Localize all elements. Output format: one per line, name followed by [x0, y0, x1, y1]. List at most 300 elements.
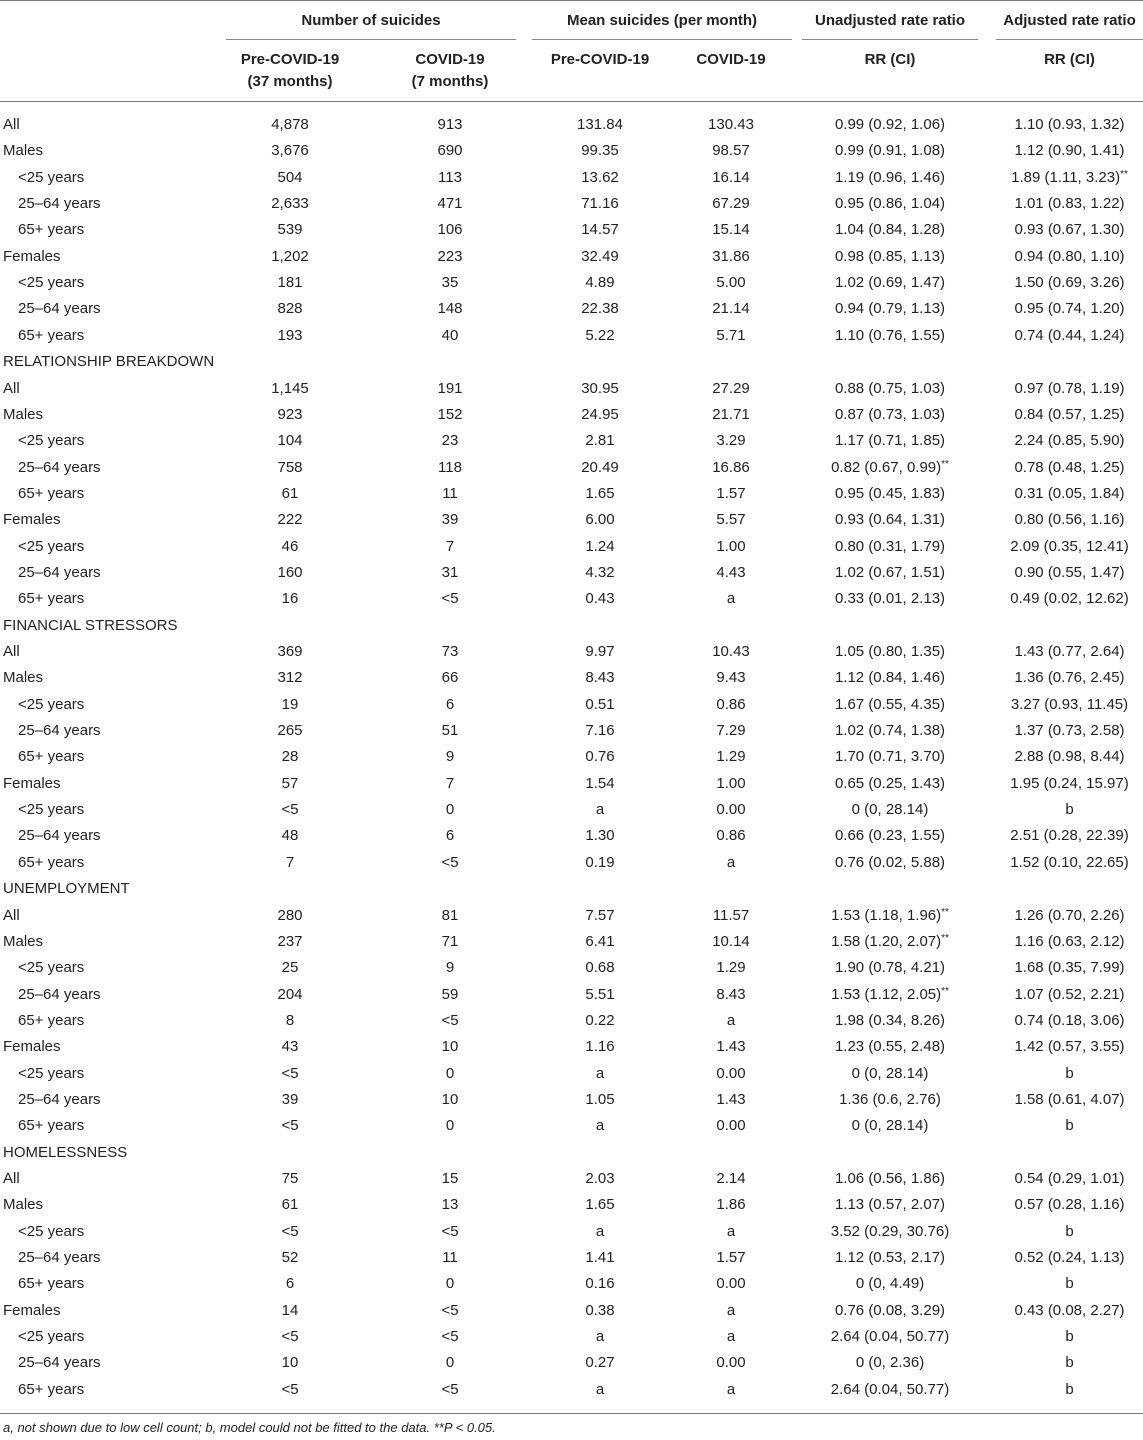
cell-covid-mean-value: 1.86	[716, 1196, 746, 1214]
cell-adjusted-rr-value: 2.24 (0.85, 5.90)	[1014, 432, 1125, 450]
cell-unadjusted-rr	[802, 955, 978, 981]
row-label: <25 years	[18, 801, 85, 819]
cell-covid-count-value: <5	[441, 1011, 459, 1029]
cell-pre-covid-count	[230, 1061, 350, 1087]
table-row	[0, 428, 1143, 454]
table-row	[0, 955, 1143, 981]
cell-pre-covid-count-value: 222	[277, 511, 303, 529]
cell-pre-covid-mean	[540, 270, 660, 296]
cell-unadjusted-rr-value: 2.64 (0.04, 50.77)	[830, 1328, 950, 1346]
cell-covid-count	[390, 771, 510, 797]
cell-adjusted-rr-value: b	[1065, 1064, 1074, 1082]
table-row	[0, 771, 1143, 797]
cell-pre-covid-mean	[540, 507, 660, 533]
cell-covid-count	[390, 296, 510, 322]
cell-pre-covid-mean	[540, 1034, 660, 1060]
cell-pre-covid-count-value: 46	[281, 537, 299, 555]
cell-covid-mean-value: 1.43	[716, 1090, 746, 1108]
cell-pre-covid-count	[230, 797, 350, 823]
cell-pre-covid-count	[230, 165, 350, 191]
cell-covid-mean-value: 98.57	[712, 142, 750, 160]
row-label: Males	[3, 405, 44, 423]
cell-covid-mean	[671, 639, 791, 665]
cell-covid-count	[390, 1192, 510, 1218]
header-rule	[0, 101, 1143, 102]
cell-unadjusted-rr-value: 1.67 (0.55, 4.35)	[834, 695, 946, 713]
cell-pre-covid-mean	[540, 138, 660, 164]
cell-covid-count	[390, 507, 510, 533]
cell-adjusted-rr	[996, 744, 1143, 770]
cell-covid-mean	[671, 507, 791, 533]
cell-covid-count-value: <5	[441, 853, 459, 871]
cell-covid-mean	[671, 1245, 791, 1271]
cell-pre-covid-mean-value: 22.38	[581, 300, 619, 318]
table-row	[0, 1324, 1143, 1350]
cell-pre-covid-count-value: <5	[281, 801, 299, 819]
cell-covid-mean	[671, 1087, 791, 1113]
cell-pre-covid-count	[230, 1192, 350, 1218]
cell-adjusted-rr-value: 1.42 (0.57, 3.55)	[1014, 1038, 1125, 1056]
cell-unadjusted-rr	[802, 665, 978, 691]
cell-covid-count	[390, 850, 510, 876]
cell-pre-covid-count-value: 828	[277, 300, 303, 318]
cell-adjusted-rr	[996, 534, 1143, 560]
cell-pre-covid-count	[230, 323, 350, 349]
cell-pre-covid-count-value: 28	[281, 748, 299, 766]
row-label: All	[3, 1170, 20, 1187]
cell-pre-covid-count	[230, 507, 350, 533]
cell-covid-mean-value: 16.14	[712, 168, 750, 186]
cell-covid-count	[390, 797, 510, 823]
cell-adjusted-rr-value: 2.88 (0.98, 8.44)	[1014, 748, 1125, 766]
cell-covid-count	[390, 955, 510, 981]
cell-unadjusted-rr	[802, 402, 978, 428]
cell-covid-mean-value: 5.71	[716, 326, 746, 344]
cell-covid-mean	[671, 850, 791, 876]
row-label: Females	[3, 774, 61, 792]
cell-covid-count	[390, 402, 510, 428]
cell-unadjusted-rr	[802, 1034, 978, 1060]
cell-covid-mean-value: 1.29	[716, 748, 746, 766]
cell-pre-covid-count-value: 2,633	[271, 195, 309, 213]
cell-unadjusted-rr	[802, 1219, 978, 1245]
cell-unadjusted-rr	[802, 428, 978, 454]
cell-pre-covid-count	[230, 455, 350, 481]
cell-covid-mean-value: 7.29	[716, 722, 746, 740]
table-row	[0, 1245, 1143, 1271]
cell-unadjusted-rr	[802, 534, 978, 560]
cell-covid-count	[390, 1166, 510, 1192]
span-rule-number	[226, 39, 516, 40]
cell-adjusted-rr	[996, 586, 1143, 612]
cell-unadjusted-rr	[802, 376, 978, 402]
row-label: 65+ years	[18, 1275, 85, 1293]
cell-adjusted-rr-value: 1.68 (0.35, 7.99)	[1014, 959, 1125, 977]
cell-covid-mean-value: a	[726, 1011, 736, 1029]
table-row	[0, 1219, 1143, 1245]
cell-unadjusted-rr-value: 1.05 (0.80, 1.35)	[834, 643, 946, 660]
cell-unadjusted-rr	[802, 1113, 978, 1139]
table-row	[0, 244, 1143, 270]
table-row	[0, 1271, 1143, 1297]
cell-covid-mean	[671, 1192, 791, 1218]
cell-unadjusted-rr-value: 1.12 (0.84, 1.46)	[834, 669, 946, 687]
cell-pre-covid-count	[230, 639, 350, 665]
cell-pre-covid-count	[230, 1113, 350, 1139]
cell-adjusted-rr	[996, 692, 1143, 718]
table-row	[0, 270, 1143, 296]
cell-covid-mean-value: 3.29	[716, 432, 746, 450]
cell-adjusted-rr	[996, 1192, 1143, 1218]
cell-adjusted-rr	[996, 270, 1143, 296]
cell-adjusted-rr-value: 1.37 (0.73, 2.58)	[1014, 722, 1125, 740]
cell-pre-covid-count-value: 61	[281, 484, 299, 502]
cell-pre-covid-count	[230, 191, 350, 217]
cell-adjusted-rr	[996, 296, 1143, 322]
cell-covid-mean	[671, 165, 791, 191]
cell-pre-covid-count-value: 369	[277, 643, 303, 660]
cell-pre-covid-count-value: 19	[281, 695, 299, 713]
cell-covid-count	[390, 428, 510, 454]
cell-pre-covid-count	[230, 823, 350, 849]
cell-pre-covid-count-value: 25	[281, 959, 299, 977]
cell-covid-count	[390, 323, 510, 349]
cell-pre-covid-mean	[540, 217, 660, 243]
header-number-of-suicides: Number of suicides	[301, 12, 441, 29]
cell-covid-count-value: 0	[445, 1064, 455, 1082]
cell-pre-covid-mean	[540, 560, 660, 586]
cell-covid-count	[390, 1061, 510, 1087]
cell-pre-covid-mean	[540, 929, 660, 955]
cell-pre-covid-count	[230, 1166, 350, 1192]
significance-marker: **	[941, 985, 949, 997]
cell-adjusted-rr	[996, 1245, 1143, 1271]
cell-adjusted-rr-value: 1.52 (0.10, 22.65)	[1010, 853, 1129, 871]
row-label: 65+ years	[18, 484, 85, 502]
cell-pre-covid-count	[230, 428, 350, 454]
cell-covid-count-value: 191	[437, 379, 463, 397]
cell-unadjusted-rr	[802, 1271, 978, 1297]
cell-adjusted-rr-value: 1.07 (0.52, 2.21)	[1014, 985, 1125, 1003]
cell-unadjusted-rr-value: 0.93 (0.64, 1.31)	[834, 511, 946, 529]
cell-pre-covid-mean-value: 0.68	[585, 959, 615, 977]
cell-unadjusted-rr	[802, 771, 978, 797]
row-label: 65+ years	[18, 853, 85, 871]
table-row	[0, 1192, 1143, 1218]
cell-pre-covid-count	[230, 481, 350, 507]
table-row	[0, 665, 1143, 691]
cell-unadjusted-rr	[802, 1324, 978, 1350]
cell-unadjusted-rr-value: 0.66 (0.23, 1.55)	[834, 827, 946, 845]
cell-unadjusted-rr-value: 0.82 (0.67, 0.99)	[831, 458, 942, 476]
cell-covid-count-value: 113	[438, 168, 462, 186]
cell-pre-covid-count-value: <5	[281, 1380, 299, 1398]
cell-covid-mean-value: 0.00	[716, 1275, 746, 1293]
cell-covid-count	[390, 929, 510, 955]
cell-adjusted-rr	[996, 481, 1143, 507]
section-title: UNEMPLOYMENT	[3, 880, 130, 898]
cell-adjusted-rr	[996, 1219, 1143, 1245]
cell-adjusted-rr-value: 0.54 (0.29, 1.01)	[1014, 1170, 1125, 1187]
row-label: 65+ years	[18, 1117, 85, 1135]
cell-pre-covid-mean-value: 131.84	[577, 116, 623, 133]
cell-pre-covid-count	[230, 112, 350, 138]
subheader-pre-covid-count	[230, 49, 350, 93]
cell-unadjusted-rr-value: 1.58 (1.20, 2.07)	[831, 932, 942, 950]
cell-covid-mean	[671, 534, 791, 560]
cell-adjusted-rr	[996, 1271, 1143, 1297]
cell-unadjusted-rr-value: 1.04 (0.84, 1.28)	[834, 221, 946, 239]
cell-covid-count-value: 152	[437, 405, 463, 423]
cell-covid-count-value: 471	[437, 195, 463, 213]
cell-pre-covid-mean-value: 30.95	[581, 379, 619, 397]
cell-covid-count	[390, 692, 510, 718]
cell-pre-covid-count	[230, 534, 350, 560]
cell-pre-covid-mean-value: 1.24	[585, 537, 615, 555]
cell-covid-mean-value: 1.43	[716, 1038, 746, 1056]
cell-pre-covid-mean	[540, 1087, 660, 1113]
cell-covid-count-value: 15	[441, 1170, 459, 1187]
cell-adjusted-rr-value: b	[1065, 1354, 1074, 1372]
cell-adjusted-rr	[996, 1298, 1143, 1324]
cell-covid-mean	[671, 1324, 791, 1350]
cell-pre-covid-mean-value: 9.97	[585, 643, 615, 660]
cell-adjusted-rr	[996, 560, 1143, 586]
significance-marker: **	[1120, 168, 1128, 180]
table-row	[0, 929, 1143, 955]
cell-pre-covid-count	[230, 270, 350, 296]
cell-covid-count	[390, 560, 510, 586]
cell-covid-mean-value: 15.14	[712, 221, 750, 239]
cell-pre-covid-count-value: <5	[281, 1064, 299, 1082]
cell-covid-mean	[671, 1350, 791, 1376]
cell-pre-covid-mean-value: 0.19	[585, 853, 615, 871]
cell-covid-mean-value: 21.14	[712, 300, 750, 318]
cell-pre-covid-count-value: 181	[277, 274, 303, 292]
cell-unadjusted-rr	[802, 560, 978, 586]
cell-covid-count-value: 59	[441, 985, 459, 1003]
cell-pre-covid-count	[230, 376, 350, 402]
cell-covid-mean-value: 10.43	[712, 643, 750, 660]
significance-marker: **	[941, 932, 949, 944]
cell-adjusted-rr-value: 0.52 (0.24, 1.13)	[1014, 1249, 1125, 1267]
cell-unadjusted-rr-value: 1.02 (0.69, 1.47)	[834, 274, 946, 292]
row-label: 65+ years	[18, 748, 85, 766]
row-label: <25 years	[18, 1222, 85, 1240]
cell-pre-covid-count-value: 312	[277, 669, 303, 687]
cell-covid-mean	[671, 244, 791, 270]
cell-adjusted-rr-value: 1.36 (0.76, 2.45)	[1014, 669, 1125, 687]
cell-unadjusted-rr-value: 0 (0, 28.14)	[851, 801, 929, 819]
row-label: All	[3, 643, 20, 660]
cell-covid-mean	[671, 376, 791, 402]
row-label: 25–64 years	[18, 1354, 101, 1372]
cell-unadjusted-rr	[802, 323, 978, 349]
subheader-adjusted-rr: RR (CI)	[1044, 51, 1095, 68]
cell-covid-count-value: 11	[442, 484, 458, 502]
cell-adjusted-rr-value: 0.43 (0.08, 2.27)	[1014, 1301, 1125, 1319]
cell-unadjusted-rr	[802, 455, 978, 481]
row-label: 25–64 years	[18, 722, 101, 740]
cell-covid-count-value: 13	[441, 1196, 459, 1214]
cell-pre-covid-count	[230, 1087, 350, 1113]
cell-pre-covid-mean-value: 6.00	[585, 511, 615, 529]
cell-covid-count-value: <5	[441, 1222, 459, 1240]
row-label: <25 years	[18, 695, 85, 713]
cell-unadjusted-rr	[802, 217, 978, 243]
cell-adjusted-rr	[996, 165, 1143, 191]
table-footnote: a, not shown due to low cell count; b, model could not be fitted to the data. **P < 0.05.	[3, 1420, 496, 1435]
cell-unadjusted-rr-value: 0.76 (0.02, 5.88)	[834, 853, 946, 871]
cell-adjusted-rr	[996, 665, 1143, 691]
cell-adjusted-rr	[996, 1113, 1143, 1139]
cell-adjusted-rr	[996, 402, 1143, 428]
cell-covid-mean-value: a	[726, 853, 736, 871]
cell-pre-covid-count	[230, 692, 350, 718]
cell-covid-count-value: 35	[441, 274, 459, 292]
cell-pre-covid-count	[230, 850, 350, 876]
cell-unadjusted-rr	[802, 982, 978, 1008]
cell-pre-covid-mean	[540, 1008, 660, 1034]
cell-unadjusted-rr	[802, 1061, 978, 1087]
cell-unadjusted-rr	[802, 823, 978, 849]
subheader-covid-count	[390, 49, 510, 93]
cell-pre-covid-mean	[540, 823, 660, 849]
cell-adjusted-rr	[996, 823, 1143, 849]
row-label: Males	[3, 142, 44, 160]
table-row	[0, 744, 1143, 770]
cell-covid-count-value: 7	[445, 537, 455, 555]
cell-pre-covid-mean	[540, 1377, 660, 1403]
cell-adjusted-rr	[996, 376, 1143, 402]
row-label: 65+ years	[18, 1011, 85, 1029]
cell-adjusted-rr-value: 2.51 (0.28, 22.39)	[1010, 827, 1129, 845]
cell-pre-covid-count	[230, 1377, 350, 1403]
cell-unadjusted-rr	[802, 270, 978, 296]
cell-adjusted-rr-value: b	[1065, 801, 1074, 819]
cell-covid-mean	[671, 1377, 791, 1403]
subheader-pre-covid-mean: Pre-COVID-19	[550, 51, 650, 68]
cell-pre-covid-mean-value: 7.57	[585, 906, 615, 924]
cell-unadjusted-rr	[802, 112, 978, 138]
cell-covid-count-value: 0	[445, 1354, 455, 1372]
cell-pre-covid-count	[230, 1324, 350, 1350]
cell-adjusted-rr	[996, 771, 1143, 797]
row-label: All	[3, 906, 20, 924]
cell-covid-mean-value: 0.86	[716, 827, 746, 845]
cell-pre-covid-count-value: 1,202	[271, 247, 309, 265]
cell-pre-covid-mean-value: 0.51	[585, 695, 615, 713]
cell-adjusted-rr	[996, 138, 1143, 164]
cell-pre-covid-mean-value: 24.95	[581, 405, 619, 423]
cell-adjusted-rr-value: b	[1065, 1328, 1074, 1346]
cell-unadjusted-rr-value: 1.53 (1.18, 1.96)	[831, 906, 942, 924]
cell-pre-covid-count-value: 160	[277, 563, 303, 581]
cell-covid-mean	[671, 1271, 791, 1297]
cell-adjusted-rr	[996, 1324, 1143, 1350]
row-label: 25–64 years	[18, 1090, 101, 1108]
cell-unadjusted-rr	[802, 850, 978, 876]
cell-pre-covid-mean	[540, 692, 660, 718]
top-rule	[0, 0, 1143, 1]
row-label: Males	[3, 932, 44, 950]
section-title: FINANCIAL STRESSORS	[3, 616, 178, 634]
cell-covid-count-value: 31	[441, 563, 459, 581]
cell-covid-mean-value: 31.86	[712, 247, 750, 265]
cell-unadjusted-rr-value: 1.12 (0.53, 2.17)	[834, 1249, 946, 1267]
cell-covid-mean-value: 4.43	[716, 563, 746, 581]
table-row	[0, 481, 1143, 507]
cell-pre-covid-count-value: 539	[277, 221, 303, 239]
cell-adjusted-rr	[996, 112, 1143, 138]
significance-marker: **	[941, 458, 949, 470]
cell-pre-covid-count	[230, 586, 350, 612]
cell-pre-covid-mean-value: 5.22	[585, 326, 615, 344]
cell-covid-count	[390, 534, 510, 560]
cell-pre-covid-count-value: 16	[281, 590, 299, 608]
header-adjusted-rate-ratio: Adjusted rate ratio	[1003, 12, 1136, 29]
cell-covid-count-value: 40	[441, 326, 459, 344]
cell-unadjusted-rr-value: 0.98 (0.85, 1.13)	[834, 247, 946, 265]
cell-pre-covid-count-value: 193	[277, 326, 303, 344]
cell-unadjusted-rr	[802, 244, 978, 270]
cell-adjusted-rr-value: 2.09 (0.35, 12.41)	[1010, 537, 1129, 555]
cell-covid-count	[390, 165, 510, 191]
cell-covid-count	[390, 191, 510, 217]
table-row	[0, 639, 1143, 665]
cell-pre-covid-mean-value: 0.43	[585, 590, 615, 608]
cell-pre-covid-mean	[540, 191, 660, 217]
table-row	[0, 1008, 1143, 1034]
cell-pre-covid-mean-value: a	[595, 1064, 605, 1082]
cell-pre-covid-mean	[540, 1113, 660, 1139]
cell-pre-covid-mean-value: 2.81	[585, 432, 615, 450]
cell-covid-count	[390, 1113, 510, 1139]
cell-pre-covid-count-value: 57	[281, 774, 299, 792]
cell-pre-covid-mean	[540, 323, 660, 349]
row-label: 25–64 years	[18, 1249, 101, 1267]
row-label: Females	[3, 511, 61, 529]
cell-adjusted-rr-value: 0.49 (0.02, 12.62)	[1010, 590, 1129, 608]
cell-adjusted-rr	[996, 1008, 1143, 1034]
row-label: 65+ years	[18, 326, 85, 344]
cell-unadjusted-rr	[802, 1245, 978, 1271]
cell-covid-count-value: 6	[445, 827, 455, 845]
table-row	[0, 112, 1143, 138]
cell-adjusted-rr-value: b	[1065, 1380, 1074, 1398]
cell-pre-covid-count-value: 504	[277, 168, 303, 186]
cell-pre-covid-mean	[540, 665, 660, 691]
cell-pre-covid-mean	[540, 1324, 660, 1350]
table-row	[0, 376, 1143, 402]
cell-pre-covid-count-value: 7	[285, 853, 295, 871]
cell-pre-covid-mean	[540, 244, 660, 270]
cell-unadjusted-rr-value: 0 (0, 28.14)	[851, 1117, 929, 1135]
cell-pre-covid-mean	[540, 797, 660, 823]
cell-unadjusted-rr	[802, 507, 978, 533]
span-rule-unadjusted	[802, 39, 978, 40]
cell-covid-mean	[671, 1113, 791, 1139]
cell-unadjusted-rr-value: 0.99 (0.92, 1.06)	[834, 116, 946, 133]
cell-covid-count-value: 148	[437, 300, 463, 318]
cell-pre-covid-mean-value: a	[595, 801, 605, 819]
cell-covid-mean-value: 11.57	[712, 906, 750, 924]
cell-covid-mean	[671, 955, 791, 981]
span-rule-adjusted	[996, 39, 1143, 40]
cell-pre-covid-count	[230, 1219, 350, 1245]
cell-adjusted-rr-value: 0.90 (0.55, 1.47)	[1014, 563, 1125, 581]
cell-pre-covid-count	[230, 1008, 350, 1034]
